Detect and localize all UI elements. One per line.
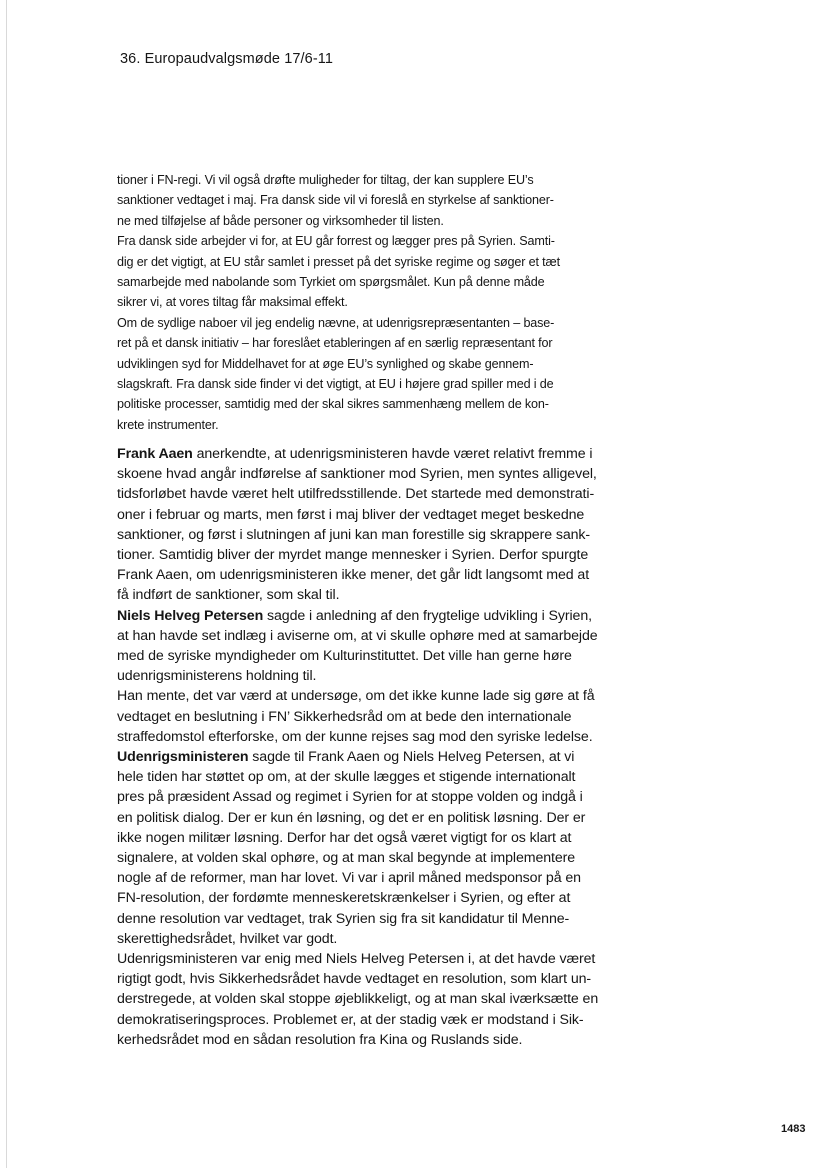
text-line — [117, 969, 607, 989]
line-text: skoene hvad angår indførelse af sanktioner mod Syrien, men syntes alligevel, — [117, 466, 597, 483]
text-line: samarbejde med nabolande som Tyrkiet om spørgsmålet. Kun på denne måde — [117, 275, 545, 290]
line-text: sanktioner, og først i slutningen af juni kan man forestille sig skrappere sank- — [117, 526, 591, 543]
text-line — [117, 444, 607, 464]
text-line: dig er det vigtigt, at EU står samlet i presset på det syriske regime og søger et tæt — [117, 254, 560, 269]
line-text: ikke nogen militær løsning. Derfor har det også været vigtigt for os klart at — [117, 829, 572, 846]
line-text: udenrigsministerens holdning til. — [117, 668, 317, 685]
text-line — [117, 989, 607, 1009]
line-text: demokratiseringsproces. Problemet er, at der stadig væk er modstand i Sik- — [117, 1011, 584, 1028]
text-line — [117, 1030, 607, 1050]
text-line — [117, 505, 607, 525]
text-line — [117, 1010, 607, 1030]
text-block-debate — [117, 444, 607, 1050]
text-line — [117, 646, 607, 666]
page-edge-line — [6, 0, 7, 1168]
text-line: tioner i FN-regi. Vi vil også drøfte muligheder for tiltag, der kan supplere EU’s — [117, 173, 534, 187]
text-line: ret på et dansk initiativ – har foreslået etableringen af en særlig repræsentant for — [117, 336, 553, 351]
text-line — [117, 949, 607, 969]
line-text: kerhedsrådet mod en sådan resolution fra Kina og Ruslands side. — [117, 1031, 523, 1048]
line-text: at han havde set indlæg i aviserne om, at vi skulle ophøre med at samarbejde — [117, 627, 598, 644]
text-line: ne med tilføjelse af både personer og virksomheder til listen. — [117, 213, 444, 228]
text-line — [117, 767, 607, 787]
line-text: skerettighedsrådet, hvilket var godt. — [117, 930, 338, 947]
line-text: få indført de sanktioner, som skal til. — [117, 587, 340, 604]
text-line — [117, 828, 607, 848]
text-line — [117, 707, 607, 727]
line-text: signalere, at volden skal ophøre, og at man skal begynde at implementere — [117, 850, 576, 867]
text-line: Fra dansk side arbejder vi for, at EU går forrest og lægger pres på Syrien. Samti- — [117, 234, 555, 249]
text-line: Om de sydlige naboer vil jeg endelig nævne, at udenrigsrepræsentanten – base- — [117, 315, 555, 330]
text-line — [117, 808, 607, 828]
text-line — [117, 686, 607, 706]
line-text: vedtaget en beslutning i FN’ Sikkerhedsråd om at bede den internationale — [117, 708, 572, 725]
text-line — [117, 868, 607, 888]
line-text: tioner. Samtidig bliver der myrdet mange mennesker i Syrien. Derfor spurgte — [117, 547, 589, 564]
text-line — [117, 464, 607, 484]
line-text: anerkendte, at udenrigsministeren havde været relativt fremme i — [192, 446, 593, 462]
text-line — [117, 585, 607, 605]
text-line — [117, 666, 607, 686]
text-line — [117, 787, 607, 807]
text-line — [117, 747, 607, 767]
text-line — [117, 545, 607, 565]
speaker-name: Niels Helveg Petersen — [117, 607, 264, 624]
text-line: slagskraft. Fra dansk side finder vi det vigtigt, at EU i højere grad spiller med i de — [117, 377, 554, 392]
speaker-name: Frank Aaen — [117, 446, 193, 462]
text-block-minister-statement — [117, 170, 607, 435]
text-line — [117, 888, 607, 908]
page-number: 1483 — [781, 1123, 806, 1135]
text-line — [117, 727, 607, 747]
line-text: sagde til Frank Aaen og Niels Helveg Petersen, at vi — [248, 749, 575, 766]
text-line — [117, 606, 607, 626]
page-header: 36. Europaudvalgsmøde 17/6-11 — [120, 51, 334, 67]
line-text: tidsforløbet havde været helt utilfredsstillende. Det startede med demonstrati- — [117, 486, 595, 503]
text-line: sikrer vi, at vores tiltag får maksimal effekt. — [117, 295, 348, 310]
text-line — [117, 848, 607, 868]
text-line — [117, 565, 607, 585]
line-text: FN-resolution, der fordømte menneskeretskrænkelser i Syrien, og efter at — [117, 890, 571, 907]
text-line — [117, 626, 607, 646]
line-text: Udenrigsministeren var enig med Niels Helveg Petersen i, at det havde været — [117, 951, 596, 968]
text-line: politiske processer, samtidig med der skal sikres sammenhæng mellem de kon- — [117, 397, 549, 412]
text-line — [117, 484, 607, 504]
text-line: udviklingen syd for Middelhavet for at øge EU’s synlighed og skabe gennem- — [117, 356, 534, 371]
line-text: oner i februar og marts, men først i maj bliver der vedtaget meget beskedne — [117, 506, 585, 523]
text-line — [117, 929, 607, 949]
line-text: Han mente, det var værd at undersøge, om det ikke kunne lade sig gøre at få — [117, 688, 595, 705]
text-line — [117, 909, 607, 929]
line-text: denne resolution var vedtaget, trak Syrien sig fra sit kandidatur til Menne- — [117, 910, 570, 927]
line-text: sagde i anledning af den frygtelige udvikling i Syrien, — [263, 607, 592, 624]
speaker-name: Udenrigsministeren — [117, 749, 249, 766]
line-text: Frank Aaen, om udenrigsministeren ikke mener, det går lidt langsomt med at — [117, 567, 590, 584]
text-line: sanktioner vedtaget i maj. Fra dansk side vil vi foreslå en styrkelse af sanktioner- — [117, 193, 554, 208]
line-text: hele tiden har støttet op om, at der skulle lægges et stigende internationalt — [117, 769, 576, 786]
line-text: med de syriske myndigheder om Kulturinstituttet. Det ville han gerne høre — [117, 648, 572, 665]
line-text: straffedomstol efterforske, om der kunne rejses sag mod den syriske ledelse. — [117, 728, 593, 745]
line-text: nogle af de reformer, man har lovet. Vi var i april måned medsponsor på en — [117, 870, 581, 887]
line-text: en politisk dialog. Der er kun én løsning, og det er en politisk løsning. Der er — [117, 809, 586, 826]
line-text: rigtigt godt, hvis Sikkerhedsrådet havde vedtaget en resolution, som klart un- — [117, 971, 592, 988]
line-text: derstregede, at volden skal stoppe øjeblikkeligt, og at man skal iværksætte en — [117, 991, 599, 1008]
text-line — [117, 525, 607, 545]
line-text: pres på præsident Assad og regimet i Syrien for at stoppe volden og indgå i — [117, 789, 583, 806]
text-line: krete instrumenter. — [117, 417, 219, 432]
